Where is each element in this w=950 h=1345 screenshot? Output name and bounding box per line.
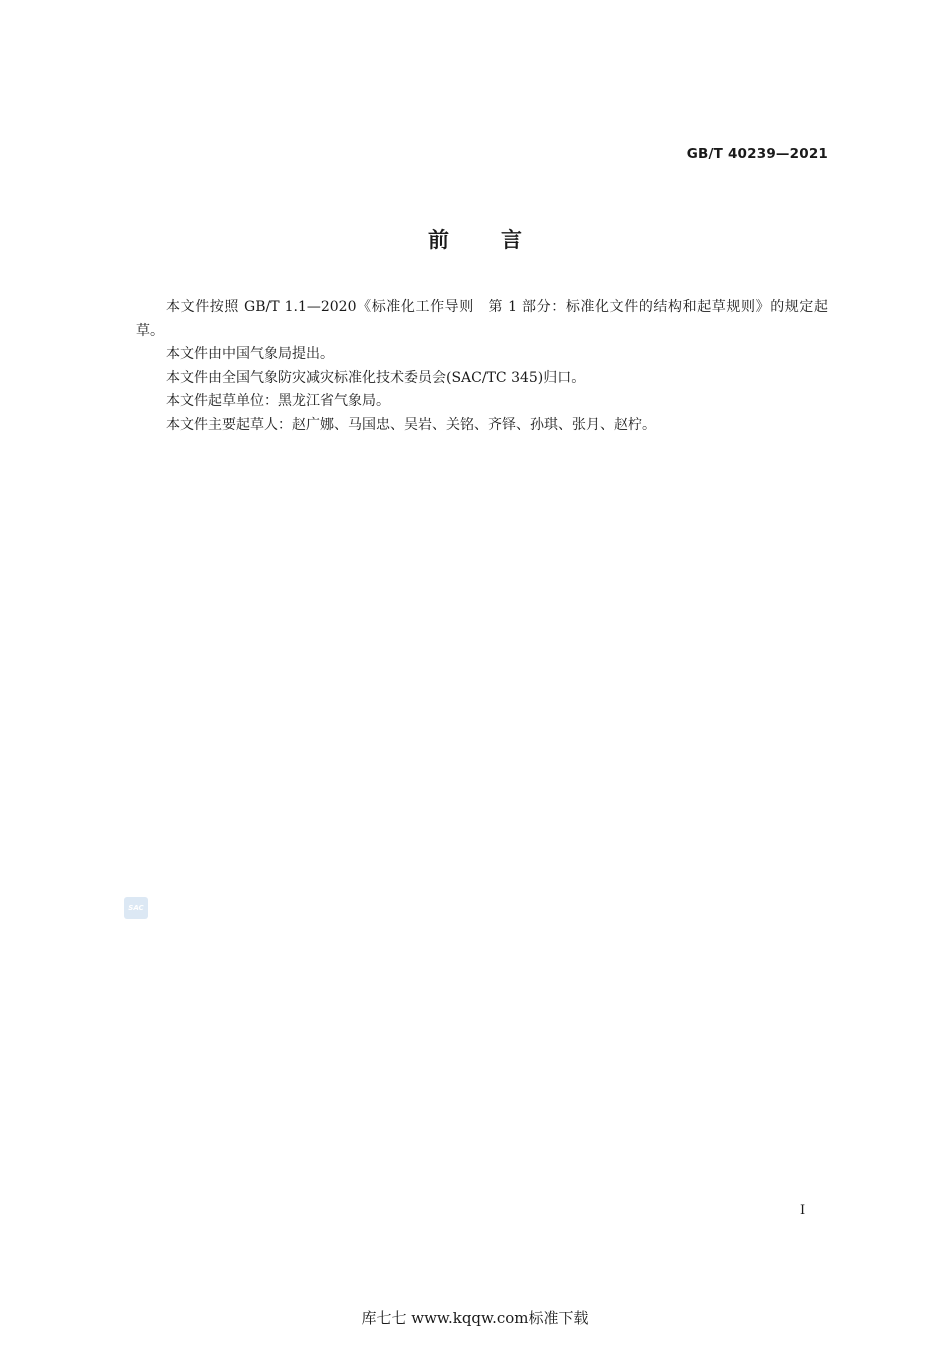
page-number: I bbox=[800, 1203, 806, 1218]
footer-watermark: 库七七 www.kqqw.com标准下载 bbox=[361, 1309, 589, 1327]
foreword-paragraph-proposer: 本文件由中国气象局提出。 bbox=[166, 346, 334, 362]
foreword-paragraph-drafters: 本文件主要起草人：赵广娜、马国忠、吴岩、关铭、齐铎、孙琪、张月、赵柠。 bbox=[166, 416, 656, 433]
sac-logo bbox=[124, 897, 148, 919]
foreword-body bbox=[136, 296, 828, 437]
foreword-paragraph-drafting-unit: 本文件起草单位：黑龙江省气象局。 bbox=[166, 393, 390, 409]
page-title: 前言 bbox=[428, 228, 574, 252]
foreword-paragraph-drafting-rules: 本文件按照 GB/T 1.1—2020《标准化工作导则 第 1 部分：标准化文件的结构和起草规则》的规定起草。 bbox=[136, 299, 828, 339]
standard-code: GB/T 40239—2021 bbox=[686, 146, 828, 162]
foreword-paragraph-committee: 本文件由全国气象防灾减灾标准化技术委员会(SAC/TC 345)归口。 bbox=[166, 369, 586, 386]
sac-logo-text: SAC bbox=[128, 904, 144, 912]
